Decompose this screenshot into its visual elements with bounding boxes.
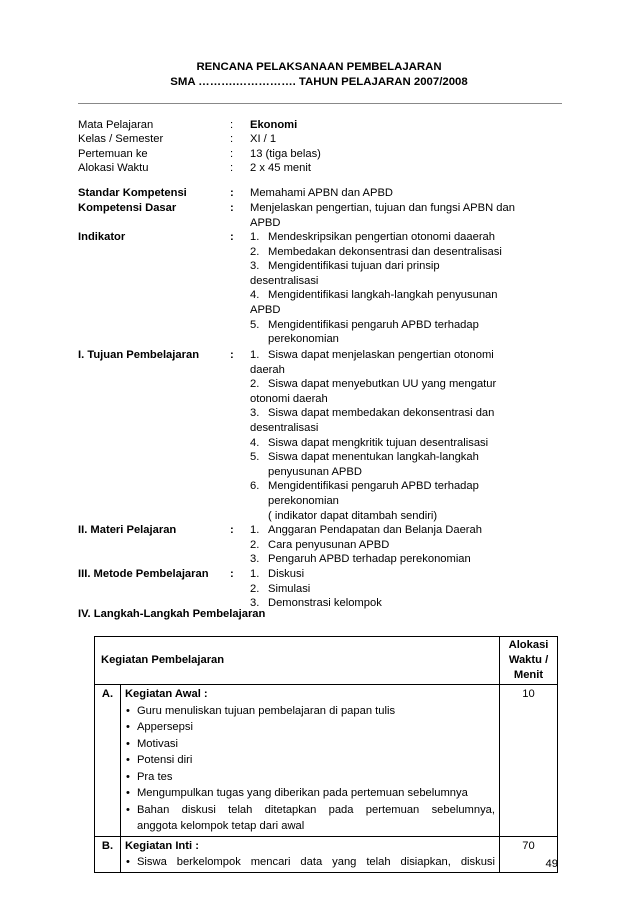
list-item: perekonomian (268, 494, 339, 507)
table-row (95, 836, 558, 872)
header-divider (78, 103, 562, 104)
row-minutes: 10 (500, 685, 558, 837)
list-item: • Potensi diri (125, 752, 495, 769)
list-item: 1. Mendeskripsikan pengertian otonomi daaerah (250, 231, 496, 243)
list-item: daerah (250, 363, 285, 376)
table-row (95, 685, 558, 837)
activity-bullets (125, 703, 495, 835)
list-item: • Guru menuliskan tujuan pembelajaran di papan tulis (125, 703, 495, 720)
list-item: • Pra tes (125, 769, 495, 786)
tujuan-list (250, 348, 550, 523)
list-item: 2. Simulasi (250, 582, 311, 595)
list-item: 1. Diskusi (250, 568, 305, 580)
list-item: 2. Siswa dapat menyebutkan UU yang mengatur (250, 378, 497, 391)
list-item: 4. Siswa dapat mengkritik tujuan desentralisasi (250, 436, 489, 449)
document-page: RENCANA PELAKSANAAN PEMBELAJARAN SMA ……….……………. TAHUN PELAJARAN 2007/2008 Mata Pelajaran : Ekonomi Kelas / Semester : XI / 1 Pertemuan ke : 13 (tiga belas) Alokasi Waktu : 2 x 45 menit Standar Kompetensi : Memahami APBN dan APBD Kompetensi Dasar : Menjelaskan pengertian, tujuan dan fungsi APBN dan APBD Indikator : 1. Mendeskripsikan pengertian otonomi daaerah 2. Membedakan dekonsentrasi dan desentralisasi 3. Mengidentifikasi tujuan dari prinsip desentralisasi 4. Mengidentifikasi langkah-langkah penyusunan APBD 5. Mengidentifikasi pengaruh APBD terhadap perekonomian I. Tujuan Pembelajaran : 1. Siswa dapat menjelaskan pengertian otonomi daerah 2. Siswa dapat menyebutkan UU yang mengatur otonomi daerah 3. Siswa dapat membedakan dekonsentrasi dan desentralisasi 4. Siswa dapat mengkritik tujuan desentralisasi 5. Siswa dapat menentukan langkah-langkah penyusunan APBD 6. Mengidentifikasi pengaruh APBD terhadap perekonomian ( indikator dapat ditambah sendiri) II. Materi Pelajaran : 1. Anggaran Pendapatan dan Belanja Daerah 2. Cara penyusunan APBD 3. Pengaruh APBD terhadap perekonomian III. Metode Pembelajaran : 1. Diskusi 2. Simulasi 3. Demonstrasi kelompok IV. Langkah-Langkah Pembelajaran Kegiatan Pembelajaran Alokasi Waktu / Menit A. Kegiatan Awal : • Guru menuliskan tujuan pembelajaran di papan tulis • Appersepsi • Motivasi • Potensi diri • Pra tes • Mengumpulkan tugas yang diberikan pada pertemuan sebelumnya • Bahan diskusi telah ditetapkan pada pertemuan sebelumnya, anggota kelompok tetap dari awal 10 B. Kegiatan Inti : • Siswa berkelompok mencari data yang telah disiapkan, diskusi 70 49 (0, 0, 638, 903)
table-header-row (95, 637, 558, 685)
list-item: 1. Anggaran Pendapatan dan Belanja Daerah (250, 524, 482, 536)
activities-table (94, 636, 558, 873)
list-item: ( indikator dapat ditambah sendiri) (268, 509, 438, 522)
row-code: B. (95, 836, 121, 872)
document-title: RENCANA PELAKSANAAN PEMBELAJARAN (196, 61, 442, 73)
page-number: 49 (545, 858, 558, 870)
metode-list (250, 567, 550, 611)
row-code: A. (95, 685, 121, 837)
list-item: 3. Siswa dapat membedakan dekonsentrasi dan (250, 407, 495, 420)
list-item: desentralisasi (250, 421, 319, 434)
list-item: • Appersepsi (125, 719, 495, 736)
list-item: • Siswa berkelompok mencari data yang telah disiapkan, diskusi (125, 854, 495, 871)
list-item: perekonomian (268, 333, 339, 346)
list-item: • Mengumpulkan tugas yang diberikan pada pertemuan sebelumnya (125, 785, 495, 802)
list-item: 5. Mengidentifikasi pengaruh APBD terhadap (250, 318, 479, 331)
list-item: • Bahan diskusi telah ditetapkan pada pertemuan sebelumnya, anggota kelompok tetap dari awal (125, 802, 495, 835)
list-item: otonomi daerah (250, 392, 328, 405)
list-item: 2. Membedakan dekonsentrasi dan desentralisasi (250, 245, 502, 258)
list-item: 2. Cara penyusunan APBD (250, 538, 390, 551)
list-item: penyusunan APBD (268, 465, 362, 478)
list-item: 3. Pengaruh APBD terhadap perekonomian (250, 553, 471, 566)
list-item: desentralisasi (250, 274, 319, 287)
header-alokasi: Alokasi Waktu / Menit (500, 637, 558, 685)
document-subtitle: SMA ……….……………. TAHUN PELAJARAN 2007/2008 (170, 76, 468, 88)
activity-bullets (125, 854, 495, 871)
list-item: 3. Mengidentifikasi tujuan dari prinsip (250, 260, 440, 273)
list-item: 1. Siswa dapat menjelaskan pengertian otonomi (250, 349, 494, 361)
row-minutes: 70 (500, 836, 558, 872)
row-content: Kegiatan Inti : • Siswa berkelompok mencari data yang telah disiapkan, diskusi (120, 836, 499, 872)
list-item: 3. Demonstrasi kelompok (250, 597, 382, 610)
indikator-list (250, 230, 550, 347)
materi-list (250, 523, 550, 567)
row-content: Kegiatan Awal : • Guru menuliskan tujuan pembelajaran di papan tulis • Appersepsi • Motivasi • Potensi diri • Pra tes • Mengumpulkan tugas yang diberikan pada pertemuan sebelumnya • Bahan diskusi telah ditetapkan pada pertemuan sebelumnya, anggota kelompok tetap dari awal (120, 685, 499, 837)
header-kegiatan: Kegiatan Pembelajaran (95, 637, 500, 685)
list-item: • Motivasi (125, 736, 495, 753)
list-item: 6. Mengidentifikasi pengaruh APBD terhadap (250, 480, 479, 493)
list-item: 5. Siswa dapat menentukan langkah-langkah (250, 451, 479, 464)
list-item: APBD (250, 303, 281, 316)
list-item: 4. Mengidentifikasi langkah-langkah penyusunan (250, 289, 498, 302)
